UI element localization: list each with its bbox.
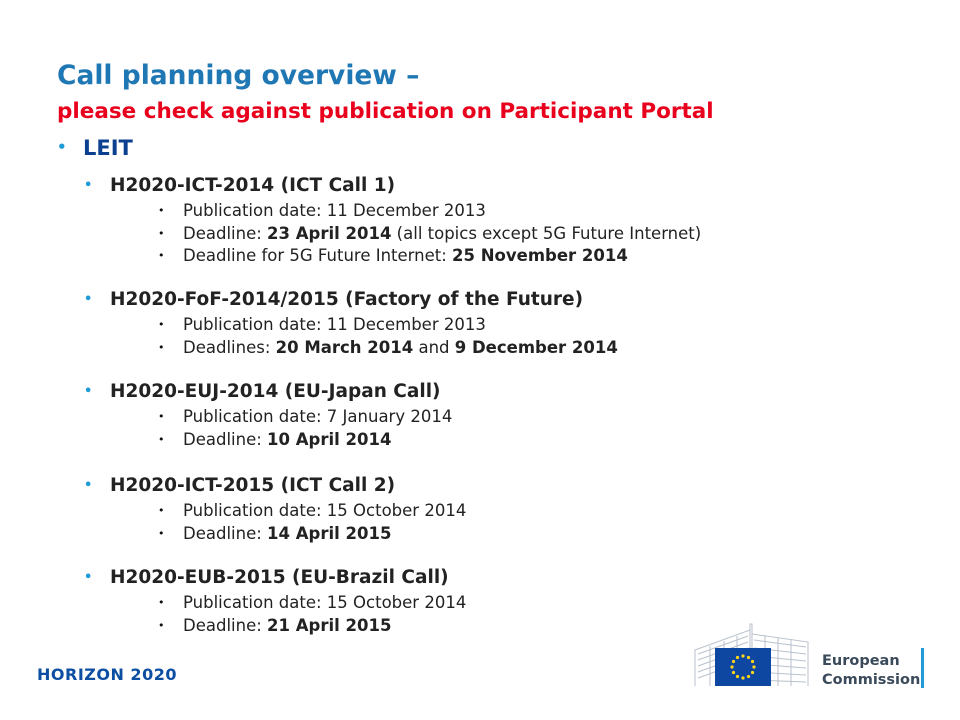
- detail-item: • Publication date: 11 December 2013: [84, 314, 944, 337]
- horizon-2020-label: HORIZON 2020: [37, 665, 177, 684]
- bullet-icon: •: [158, 504, 165, 517]
- call-block: [84, 172, 944, 268]
- page-title: Call planning overview –: [57, 60, 420, 91]
- bullet-icon: •: [158, 249, 165, 262]
- eu-star-icon: [741, 654, 744, 657]
- eu-star-icon: [730, 665, 733, 668]
- call-details: [84, 500, 944, 545]
- call-block: [84, 564, 944, 637]
- detail-item: • Publication date: 15 October 2014: [84, 500, 944, 523]
- bullet-icon: •: [158, 204, 165, 217]
- bullet-icon: •: [158, 596, 165, 609]
- detail-item: • Deadline: 10 April 2014: [84, 429, 944, 452]
- eu-star-icon: [736, 656, 739, 659]
- detail-item: • Deadline: 21 April 2015: [84, 615, 944, 638]
- bullet-icon: •: [158, 340, 165, 354]
- section-label: LEIT: [83, 136, 133, 160]
- eu-star-icon: [736, 675, 739, 678]
- call-title: • H2020-EUB-2015 (EU-Brazil Call): [84, 564, 944, 592]
- call-block: [84, 472, 944, 545]
- eu-star-icon: [751, 671, 754, 674]
- bullet-icon: •: [57, 138, 67, 156]
- bullet-icon: •: [158, 432, 165, 446]
- call-title: • H2020-ICT-2014 (ICT Call 1): [84, 172, 944, 200]
- bullet-icon: •: [158, 526, 165, 540]
- detail-item: • Deadline for 5G Future Internet: 25 November 2014: [84, 245, 944, 268]
- european-commission-logo: European Commission: [822, 653, 921, 688]
- section-leit: [57, 136, 133, 160]
- eu-star-icon: [732, 660, 735, 663]
- call-details: [84, 406, 944, 451]
- bullet-icon: •: [84, 292, 93, 307]
- call-block: [84, 378, 944, 451]
- bullet-icon: •: [84, 178, 93, 193]
- call-details: [84, 200, 944, 268]
- call-title: • H2020-EUJ-2014 (EU-Japan Call): [84, 378, 944, 406]
- eu-star-icon: [747, 675, 750, 678]
- bullet-icon: •: [158, 318, 165, 331]
- bullet-icon: •: [84, 384, 93, 399]
- call-title: • H2020-FoF-2014/2015 (Factory of the Future): [84, 286, 944, 314]
- bullet-icon: •: [84, 570, 93, 585]
- bullet-icon: •: [158, 226, 165, 240]
- bullet-icon: •: [158, 410, 165, 423]
- detail-item: • Publication date: 7 January 2014: [84, 406, 944, 429]
- detail-item: • Deadline: 14 April 2015: [84, 523, 944, 546]
- eu-star-icon: [741, 676, 744, 679]
- detail-item: • Publication date: 11 December 2013: [84, 200, 944, 223]
- call-details: [84, 314, 944, 359]
- detail-item: • Deadlines: 20 March 2014 and 9 December 2014: [84, 337, 944, 360]
- logo-divider: [921, 648, 924, 688]
- bullet-icon: •: [84, 478, 93, 493]
- page-subtitle: please check against publication on Participant Portal: [57, 99, 714, 124]
- detail-item: • Deadline: 23 April 2014 (all topics except 5G Future Internet): [84, 223, 944, 246]
- call-title: • H2020-ICT-2015 (ICT Call 2): [84, 472, 944, 500]
- bullet-icon: •: [158, 618, 165, 632]
- eu-star-icon: [747, 656, 750, 659]
- eu-flag-icon: [715, 648, 771, 686]
- call-block: [84, 286, 944, 359]
- eu-star-icon: [752, 665, 755, 668]
- eu-star-icon: [751, 660, 754, 663]
- detail-item: • Publication date: 15 October 2014: [84, 592, 944, 615]
- eu-star-icon: [732, 671, 735, 674]
- call-details: [84, 592, 944, 637]
